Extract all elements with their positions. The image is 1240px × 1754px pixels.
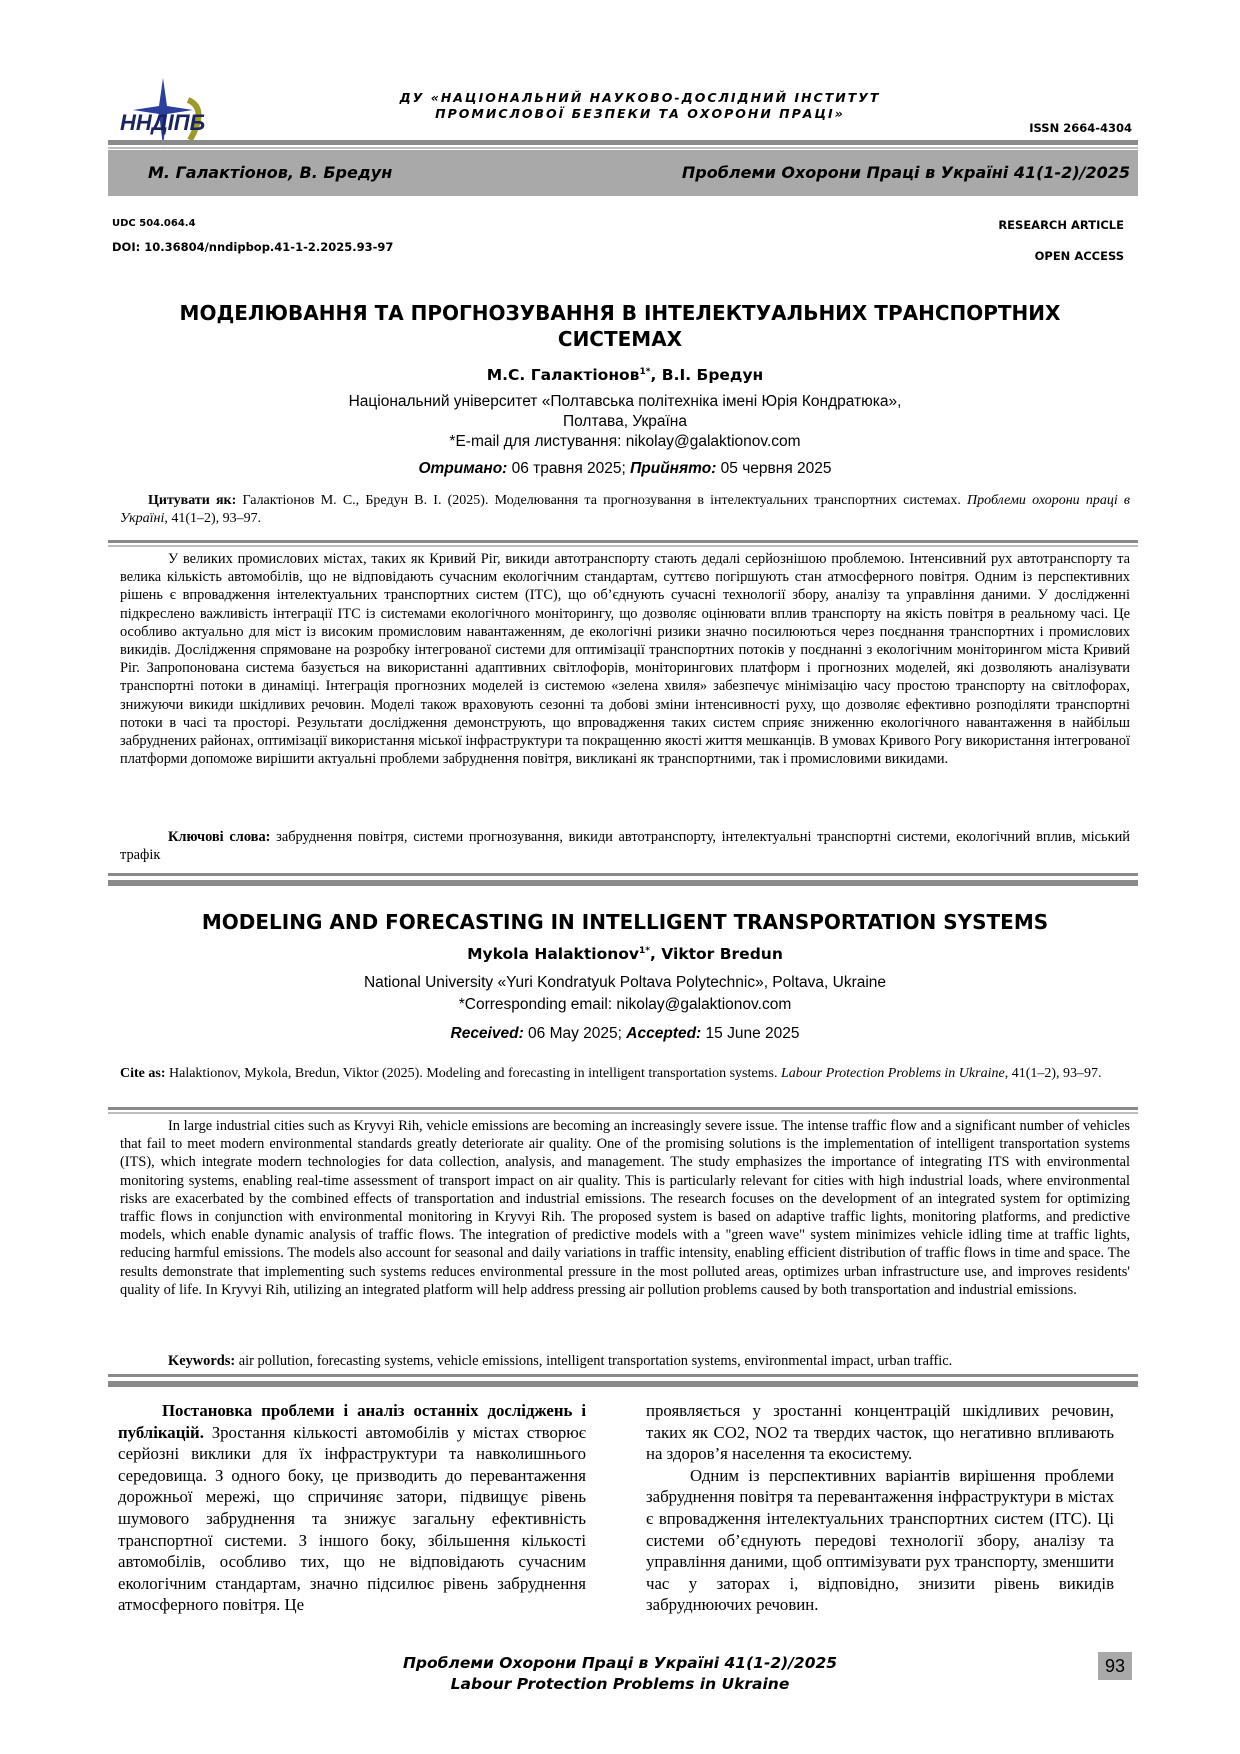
body-column-right [646,1400,1114,1616]
abstract-uk: У великих промислових містах, таких як Кривий Ріг, викиди автотранспорту стають дедалі серйознішою проблемою. Інтенсивний рух автотранспорту та велика кількість автомобілів, що не відповідають сучасним екологічним стандартам, суттєво погіршують стан атмосферного повітря. Одним із перспективних рішень є впровадження інтелектуальних транспортних систем (ІТС), що об’єднують сучасні технології збору, аналізу та управління даними. У дослідженні підкреслено важливість інтеграції ІТС із системами екологічного моніторингу, що дозволяє оцінювати вплив транспорту на якість повітря в реальному часі. Це особливо актуально для міст із високим промисловим навантаженням, де екологічні ризики значно посилюються через поєднання транспортних і промислових викидів. Дослідження спрямоване на розробку інтегрованої системи для оптимізації транспортних потоків у поєднанні з екологічним моніторингом міста Кривий Ріг. Запропонована система базується на використанні адаптивних світлофорів, моніторингових платформ і прогнозних моделей, які дозволяють аналізувати транспортні потоки в динаміці. Інтеграція прогнозних моделей із системою «зелена хвиля» забезпечує мінімізацію часу простою транспорту на світлофорах, знижуючи викиди шкідливих речовин. Моделі також враховують сезонні та добові зміни інтенсивності руху, що дозволяє ефективно розподіляти транспортні потоки в часі та просторі. Результати дослідження демонструють, що впровадження таких систем сприяє зниженню екологічного навантаження в найбільш забруднених районах, оптимізації використання міської інфраструктури та покращенню якості життя мешканців. В умовах Кривого Рогу використання інтегрованої платформи допоможе вирішити актуальні проблеми забруднення повітря, викликані як транспортними, так і промисловими викидами. [120,551,1130,768]
footer-journal-uk: Проблеми Охорони Праці в Україні 41(1-2)/2025 [402,1654,838,1672]
author-2: , Viktor Bredun [650,945,783,963]
keywords-en [120,1352,1130,1370]
running-header [108,150,1138,196]
author-1: М.С. Галактіонов [486,366,640,384]
affiliation-line: National University «Yuri Kondratyuk Poltava Polytechnic», Poltava, Ukraine [363,974,887,991]
author-2: , В.І. Бредун [650,366,764,384]
affiliation-uk [120,392,1130,452]
running-authors: М. Галактіонов, В. Бредун [148,163,393,182]
separator-thin [108,1112,1138,1114]
author-1-mark: 1* [639,366,651,377]
institute-name [380,90,900,122]
institute-logo [118,78,228,148]
keywords-uk [120,828,1130,864]
email-uk: *E-mail для листування: nikolay@galaktionov.com [449,433,801,450]
affiliation-line-1: Національний університет «Полтавська політехніка імені Юрія Кондратюка», [348,393,902,410]
dates-en [120,1025,1130,1043]
separator-thick [108,880,1138,886]
page-number: 93 [1098,1652,1132,1680]
received-label: Received: [450,1025,524,1042]
cite-journal: Labour Protection Problems in Ukraine [780,1066,1005,1081]
separator [108,873,1138,876]
udc: UDC 504.064.4 [112,218,196,229]
institute-line-1: ДУ «НАЦІОНАЛЬНИЙ НАУКОВО-ДОСЛІДНИЙ ІНСТИТУТ [399,90,881,105]
doi: DOI: 10.36804/nndipbop.41-1-2.2025.93-97 [112,240,394,254]
access-type: OPEN ACCESS [1034,249,1124,263]
title-uk: МОДЕЛЮВАННЯ ТА ПРОГНОЗУВАННЯ В ІНТЕЛЕКТУАЛЬНИХ ТРАНСПОРТНИХ СИСТЕМАХ [179,301,1061,351]
accepted-date: 15 June 2025 [701,1025,800,1042]
cite-tail: , 41(1–2), 93–97. [1004,1066,1102,1081]
received-date: 06 травня 2025; [507,460,631,477]
cite-journal: Проблеми охорони праці в Україні [120,493,1131,526]
title-en: MODELING AND FORECASTING IN INTELLIGENT TRANSPORTATION SYSTEMS [201,910,1049,934]
author-1-mark: 1* [639,945,650,956]
authors-en [120,945,1130,963]
authors-uk [120,366,1130,384]
institute-line-2: ПРОМИСЛОВОЇ БЕЗПЕКИ ТА ОХОРОНИ ПРАЦІ» [435,106,845,121]
keywords-text: забруднення повітря, системи прогнозування, викиди автотранспорту, інтелектуальні транспортні системи, екологічний вплив, міський трафік [120,829,1130,864]
separator-thin [108,545,1138,547]
separator [108,540,1138,543]
dates-uk [120,460,1130,478]
body-column-left [118,1400,586,1616]
received-date: 06 May 2025; [523,1025,627,1042]
cite-label: Cite as: [120,1066,166,1081]
accepted-date: 05 червня 2025 [716,460,832,477]
keywords-text: air pollution, forecasting systems, vehicle emissions, intelligent transportation systems, environmental impact, urban traffic. [235,1353,953,1369]
accepted-label: Прийнято: [630,460,717,477]
separator-thick [108,1381,1138,1387]
footer-journal-en: Labour Protection Problems in Ukraine [450,1675,790,1693]
header-rule-thin [108,147,1138,149]
keywords-label: Keywords: [168,1353,236,1369]
cite-text: Галактіонов М. С., Бредун В. І. (2025). Моделювання та прогнозування в інтелектуальних транспортних системах. [236,493,968,508]
paragraph: проявляється у зростанні концентрацій шкідливих речовин, таких як CO2, NO2 та твердих часток, що негативно впливають на здоров’я населення та екосистему. [646,1401,1114,1464]
author-1: Mykola Halaktionov [467,945,640,963]
separator [108,1107,1138,1110]
citation-uk [120,492,1130,528]
cite-label: Цитувати як: [148,493,237,508]
cite-tail: , 41(1–2), 93–97. [164,511,262,526]
svg-text:ННДІПБ: ННДІПБ [120,110,206,135]
accepted-label: Accepted: [626,1025,702,1042]
paragraph: Зростання кількості автомобілів у містах створює серйозні виклики для їх інфраструктури та навколишнього середовища. З одного боку, це призводить до перевантаження дорожньої мережі, що спричиняє затори, підвищує рівень шумового забруднення та знижує загальну ефективність транспортної системи. З іншого боку, збільшення кількості автомобілів, особливо тих, що не відповідають сучасним екологічним стандартам, значно підсилює рівень забруднення атмосферного повітря. Це [118,1422,586,1615]
received-label: Отримано: [418,460,508,477]
abstract-en: In large industrial cities such as Kryvyi Rih, vehicle emissions are becoming an increasingly severe issue. The intense traffic flow and a significant number of vehicles that fail to meet modern environmental standards greatly deteriorate air quality. One of the promising solutions is the implementation of intelligent transportation systems (ITS), which integrate modern technologies for data collection, analysis, and management. The study emphasizes the importance of integrating ITS with environmental monitoring systems, enabling real-time assessment of transport impact on air quality. This is particularly relevant for cities with high industrial loads, where environmental risks are exacerbated by the combined effects of transportation and industrial emissions. The research focuses on the development of an integrated system for optimizing traffic flows in conjunction with environmental monitoring in Kryvyi Rih. The proposed system is based on adaptive traffic lights, monitoring platforms, and predictive models, which enable dynamic analysis of traffic flows. The integration of predictive models with a "green wave" system minimizes vehicle idling time at traffic lights, reducing harmful emissions. The models also account for seasonal and daily variations in traffic intensity, enabling efficient distribution of traffic flows in time and space. The results demonstrate that implementing such systems reduces environmental pressure in the most polluted areas, optimizes urban infrastructure use, and improves residents' quality of life. In Kryvyi Rih, utilizing an integrated platform will help address pressing air pollution problems caused by both transportation and industrial emissions. [120,1118,1130,1298]
citation-en [120,1065,1130,1083]
separator [108,1374,1138,1377]
paragraph: Одним із перспективних варіантів вирішення проблеми забруднення повітря та перевантаження інфраструктури в містах є впровадження інтелектуальних транспортних систем (ІТС). Ці системи об’єднують передові технології збору, аналізу та управління даними, щоб оптимізувати рух транспорту, зменшити час у заторах і, відповідно, знизити рівень викидів забруднюючих речовин. [646,1465,1114,1615]
issn: ISSN 2664-4304 [1029,121,1132,135]
running-journal: Проблеми Охорони Праці в Україні 41(1-2)/2025 [681,163,1130,182]
cite-text: Halaktionov, Mykola, Bredun, Viktor (2025). Modeling and forecasting in intelligent transportation systems. [165,1066,781,1081]
keywords-label: Ключові слова: [168,829,271,845]
footer [300,1653,940,1695]
affiliation-line-2: Полтава, Україна [563,413,687,430]
header-rule [108,140,1138,145]
article-type: RESEARCH ARTICLE [998,218,1124,232]
section-heading: Постановка проблеми і аналіз останніх досліджень і публікацій. [118,1401,586,1442]
email-en: *Corresponding email: nikolay@galaktionov.com [458,996,792,1013]
affiliation-en [120,972,1130,1016]
